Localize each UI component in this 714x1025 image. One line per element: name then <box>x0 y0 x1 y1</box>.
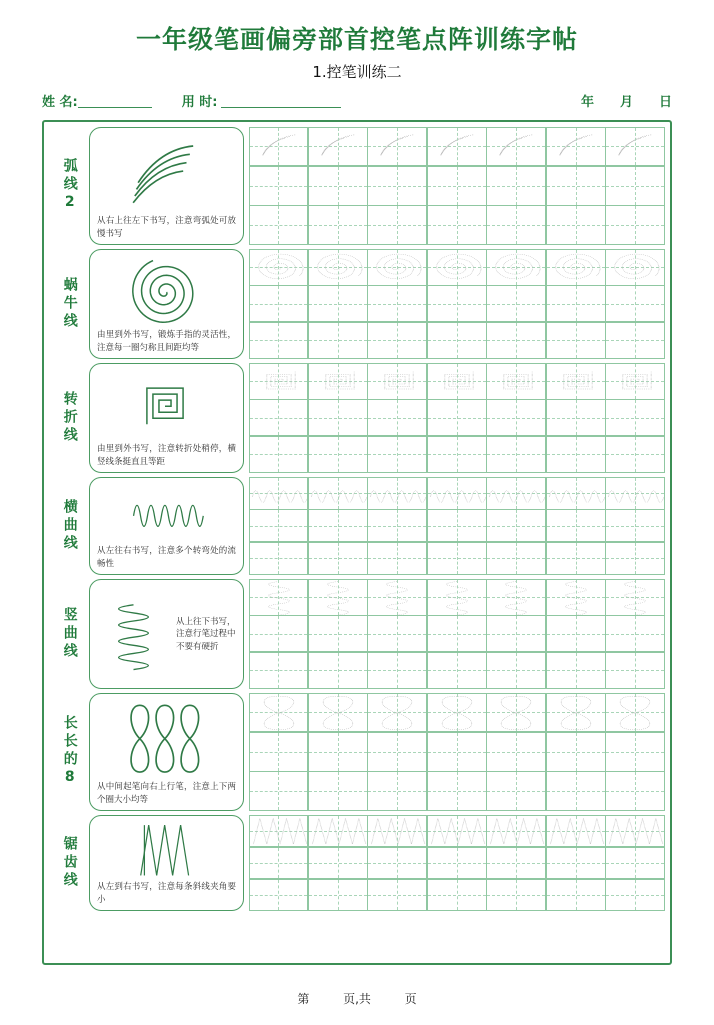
practice-cell[interactable] <box>486 166 546 206</box>
row-label <box>49 249 89 359</box>
practice-grid[interactable] <box>249 249 665 359</box>
practice-cell[interactable] <box>486 249 546 286</box>
example-stroke-art <box>93 131 240 214</box>
practice-row <box>49 477 665 575</box>
practice-cell[interactable] <box>427 815 487 848</box>
practice-cell[interactable] <box>249 322 309 359</box>
practice-cell[interactable] <box>308 205 368 245</box>
practice-cell[interactable] <box>427 509 487 542</box>
date-day-label: 日 <box>658 95 672 110</box>
row-label <box>49 127 89 245</box>
practice-cell[interactable] <box>367 615 427 652</box>
practice-cell[interactable] <box>486 399 546 436</box>
practice-cell[interactable] <box>308 363 368 400</box>
practice-cell[interactable] <box>486 771 546 811</box>
practice-cell[interactable] <box>605 127 665 167</box>
practice-cell[interactable] <box>427 879 487 912</box>
row-example-cell <box>89 127 244 245</box>
example-stroke-art <box>93 583 174 686</box>
practice-cell[interactable] <box>546 285 606 322</box>
practice-cell[interactable] <box>546 815 606 848</box>
row-label-text: 横曲线 <box>61 499 78 553</box>
practice-cell[interactable] <box>308 771 368 811</box>
practice-cell[interactable] <box>605 847 665 880</box>
practice-cell[interactable] <box>308 615 368 652</box>
practice-cell[interactable] <box>367 249 427 286</box>
practice-cell[interactable] <box>486 127 546 167</box>
practice-cell[interactable] <box>546 615 606 652</box>
practice-cell[interactable] <box>249 847 309 880</box>
practice-cell[interactable] <box>427 615 487 652</box>
practice-grid[interactable] <box>249 477 665 575</box>
practice-row <box>49 579 665 689</box>
row-label <box>49 477 89 575</box>
practice-cell[interactable] <box>546 693 606 733</box>
example-inner <box>93 481 240 544</box>
row-instruction-text: 从上往下书写，注意行笔过程中不要有硬折 <box>176 617 236 652</box>
row-label <box>49 363 89 473</box>
practice-cell[interactable] <box>367 815 427 848</box>
practice-cell[interactable] <box>308 399 368 436</box>
name-label: 姓 名: <box>42 95 78 110</box>
practice-cell[interactable] <box>546 509 606 542</box>
practice-cell[interactable] <box>249 249 309 286</box>
practice-cell[interactable] <box>427 771 487 811</box>
example-inner <box>93 697 240 780</box>
practice-cell[interactable] <box>367 285 427 322</box>
student-info-row <box>42 91 672 110</box>
row-example-cell <box>89 815 244 911</box>
example-inner <box>93 131 240 214</box>
practice-cell[interactable] <box>427 249 487 286</box>
practice-cell[interactable] <box>546 363 606 400</box>
practice-cell[interactable] <box>427 363 487 400</box>
practice-cell[interactable] <box>367 436 427 473</box>
practice-cell[interactable] <box>367 652 427 689</box>
example-inner <box>93 583 240 686</box>
row-example-cell <box>89 477 244 575</box>
practice-cell[interactable] <box>605 732 665 772</box>
practice-cell[interactable] <box>249 693 309 733</box>
example-stroke-art <box>93 481 240 544</box>
worksheet-page <box>0 20 714 1025</box>
row-example-cell <box>89 363 244 473</box>
practice-cell[interactable] <box>605 771 665 811</box>
practice-cell[interactable] <box>308 847 368 880</box>
practice-cell[interactable] <box>486 879 546 912</box>
footer-page-suffix: 页 <box>404 992 417 1006</box>
practice-cell[interactable] <box>367 732 427 772</box>
practice-cell[interactable] <box>367 579 427 616</box>
row-label-text: 长长的8 <box>61 715 78 789</box>
practice-cell[interactable] <box>427 847 487 880</box>
footer-page-prefix: 第 <box>297 992 310 1006</box>
practice-cell[interactable] <box>308 166 368 206</box>
practice-cell[interactable] <box>486 693 546 733</box>
practice-cell[interactable] <box>427 652 487 689</box>
practice-cell[interactable] <box>308 693 368 733</box>
practice-row <box>49 249 665 359</box>
row-example-cell <box>89 249 244 359</box>
practice-cell[interactable] <box>605 542 665 575</box>
example-stroke-art <box>93 819 240 880</box>
practice-row <box>49 693 665 811</box>
practice-cell[interactable] <box>308 815 368 848</box>
practice-cell[interactable] <box>605 652 665 689</box>
row-instruction-text: 从中间起笔向右上行笔，注意上下两个圈大小均等 <box>97 782 236 805</box>
practice-cell[interactable] <box>546 322 606 359</box>
practice-cell[interactable] <box>486 322 546 359</box>
name-input-line[interactable] <box>78 93 152 108</box>
practice-cell[interactable] <box>486 363 546 400</box>
row-label-text: 竖曲线 <box>61 607 78 661</box>
practice-cell[interactable] <box>605 509 665 542</box>
practice-cell[interactable] <box>308 477 368 510</box>
practice-cell[interactable] <box>605 579 665 616</box>
practice-cell[interactable] <box>308 285 368 322</box>
row-instruction-text: 从左往右书写，注意多个转弯处的流畅性 <box>97 546 236 569</box>
practice-cell[interactable] <box>486 732 546 772</box>
practice-cell[interactable] <box>367 509 427 542</box>
practice-cell[interactable] <box>605 322 665 359</box>
practice-cell[interactable] <box>249 771 309 811</box>
practice-cell[interactable] <box>427 322 487 359</box>
page-title: 一年级笔画偏旁部首控笔点阵训练字帖 <box>135 25 578 54</box>
practice-cell[interactable] <box>427 579 487 616</box>
practice-cell[interactable] <box>486 615 546 652</box>
practice-cell[interactable] <box>546 879 606 912</box>
practice-cell[interactable] <box>249 166 309 206</box>
practice-cell[interactable] <box>546 166 606 206</box>
practice-cell[interactable] <box>605 285 665 322</box>
practice-cell[interactable] <box>249 815 309 848</box>
practice-cell[interactable] <box>367 363 427 400</box>
practice-cell[interactable] <box>605 249 665 286</box>
page-footer <box>0 990 714 1007</box>
practice-sheet <box>42 120 672 965</box>
practice-cell[interactable] <box>546 579 606 616</box>
practice-cell[interactable] <box>605 815 665 848</box>
row-label <box>49 815 89 911</box>
practice-cell[interactable] <box>486 579 546 616</box>
date-month-label: 月 <box>619 95 633 110</box>
practice-row <box>49 127 665 245</box>
practice-cell[interactable] <box>605 477 665 510</box>
practice-cell[interactable] <box>486 285 546 322</box>
practice-cell[interactable] <box>546 436 606 473</box>
practice-cell[interactable] <box>308 579 368 616</box>
example-inner <box>93 819 240 880</box>
practice-cell[interactable] <box>546 249 606 286</box>
row-instruction-text: 从右上往左下书写，注意弯弧处可放慢书写 <box>97 216 236 239</box>
row-instruction-text: 由里到外书写，锻炼手指的灵活性，注意每一圈匀称且间距均等 <box>97 330 236 353</box>
practice-cell[interactable] <box>427 285 487 322</box>
time-label: 用 时: <box>181 95 218 110</box>
practice-cell[interactable] <box>367 771 427 811</box>
practice-cell[interactable] <box>308 249 368 286</box>
practice-cell[interactable] <box>249 399 309 436</box>
practice-cell[interactable] <box>249 542 309 575</box>
practice-cell[interactable] <box>308 322 368 359</box>
practice-cell[interactable] <box>308 127 368 167</box>
practice-cell[interactable] <box>546 771 606 811</box>
practice-cell[interactable] <box>546 127 606 167</box>
practice-cell[interactable] <box>249 477 309 510</box>
row-label-text: 锯齿线 <box>61 836 78 890</box>
practice-cell[interactable] <box>486 815 546 848</box>
practice-cell[interactable] <box>486 652 546 689</box>
practice-cell[interactable] <box>427 477 487 510</box>
practice-cell[interactable] <box>308 542 368 575</box>
practice-grid[interactable] <box>249 363 665 473</box>
example-inner <box>93 367 240 442</box>
row-label-text: 弧线2 <box>61 158 78 214</box>
practice-grid[interactable] <box>249 815 665 911</box>
practice-cell[interactable] <box>486 509 546 542</box>
practice-cell[interactable] <box>367 847 427 880</box>
practice-cell[interactable] <box>486 205 546 245</box>
practice-cell[interactable] <box>605 879 665 912</box>
time-input-line[interactable] <box>221 93 341 108</box>
practice-cell[interactable] <box>427 732 487 772</box>
practice-cell[interactable] <box>308 732 368 772</box>
practice-cell[interactable] <box>605 363 665 400</box>
practice-cell[interactable] <box>249 879 309 912</box>
practice-row <box>49 815 665 911</box>
practice-cell[interactable] <box>367 322 427 359</box>
practice-cell[interactable] <box>249 652 309 689</box>
practice-cell[interactable] <box>249 205 309 245</box>
page-subtitle: 1.控笔训练二 <box>312 63 402 81</box>
practice-row <box>49 363 665 473</box>
practice-cell[interactable] <box>605 399 665 436</box>
practice-cell[interactable] <box>367 542 427 575</box>
practice-cell[interactable] <box>546 399 606 436</box>
example-stroke-art <box>93 367 240 442</box>
footer-page-mid: 页,共 <box>343 992 371 1006</box>
practice-cell[interactable] <box>249 285 309 322</box>
row-instruction-text: 从左到右书写，注意每条斜线夹角要小 <box>97 882 236 905</box>
practice-cell[interactable] <box>486 847 546 880</box>
practice-grid[interactable] <box>249 579 665 689</box>
practice-cell[interactable] <box>427 166 487 206</box>
practice-cell[interactable] <box>367 127 427 167</box>
practice-cell[interactable] <box>308 509 368 542</box>
example-stroke-art <box>93 253 240 328</box>
practice-cell[interactable] <box>427 693 487 733</box>
practice-cell[interactable] <box>367 166 427 206</box>
practice-cell[interactable] <box>546 542 606 575</box>
practice-cell[interactable] <box>308 652 368 689</box>
practice-cell[interactable] <box>427 127 487 167</box>
practice-cell[interactable] <box>605 205 665 245</box>
practice-cell[interactable] <box>427 436 487 473</box>
row-label-text: 蜗牛线 <box>61 277 78 331</box>
practice-cell[interactable] <box>367 399 427 436</box>
practice-cell[interactable] <box>249 363 309 400</box>
row-label-text: 转折线 <box>61 391 78 445</box>
practice-cell[interactable] <box>249 732 309 772</box>
practice-cell[interactable] <box>367 879 427 912</box>
practice-cell[interactable] <box>367 477 427 510</box>
practice-cell[interactable] <box>546 205 606 245</box>
example-stroke-art <box>93 697 240 780</box>
practice-grid[interactable] <box>249 127 665 245</box>
practice-cell[interactable] <box>249 615 309 652</box>
practice-cell[interactable] <box>605 436 665 473</box>
practice-cell[interactable] <box>427 542 487 575</box>
row-example-cell <box>89 693 244 811</box>
row-label <box>49 693 89 811</box>
practice-cell[interactable] <box>367 693 427 733</box>
practice-cell[interactable] <box>605 693 665 733</box>
practice-cell[interactable] <box>308 879 368 912</box>
practice-cell[interactable] <box>486 477 546 510</box>
row-example-cell <box>89 579 244 689</box>
practice-cell[interactable] <box>546 732 606 772</box>
practice-cell[interactable] <box>486 542 546 575</box>
practice-cell[interactable] <box>546 477 606 510</box>
practice-cell[interactable] <box>249 509 309 542</box>
practice-cell[interactable] <box>605 166 665 206</box>
practice-cell[interactable] <box>249 579 309 616</box>
example-inner <box>93 253 240 328</box>
practice-cell[interactable] <box>249 127 309 167</box>
practice-cell[interactable] <box>367 205 427 245</box>
practice-cell[interactable] <box>605 615 665 652</box>
date-year-label: 年 <box>580 95 594 110</box>
practice-cell[interactable] <box>427 399 487 436</box>
practice-cell[interactable] <box>249 436 309 473</box>
practice-cell[interactable] <box>486 436 546 473</box>
practice-cell[interactable] <box>546 847 606 880</box>
row-label <box>49 579 89 689</box>
practice-cell[interactable] <box>546 652 606 689</box>
practice-cell[interactable] <box>427 205 487 245</box>
practice-cell[interactable] <box>308 436 368 473</box>
practice-grid[interactable] <box>249 693 665 811</box>
row-instruction-text: 由里到外书写，注意转折处稍停，横竖线条挺直且等距 <box>97 444 236 467</box>
